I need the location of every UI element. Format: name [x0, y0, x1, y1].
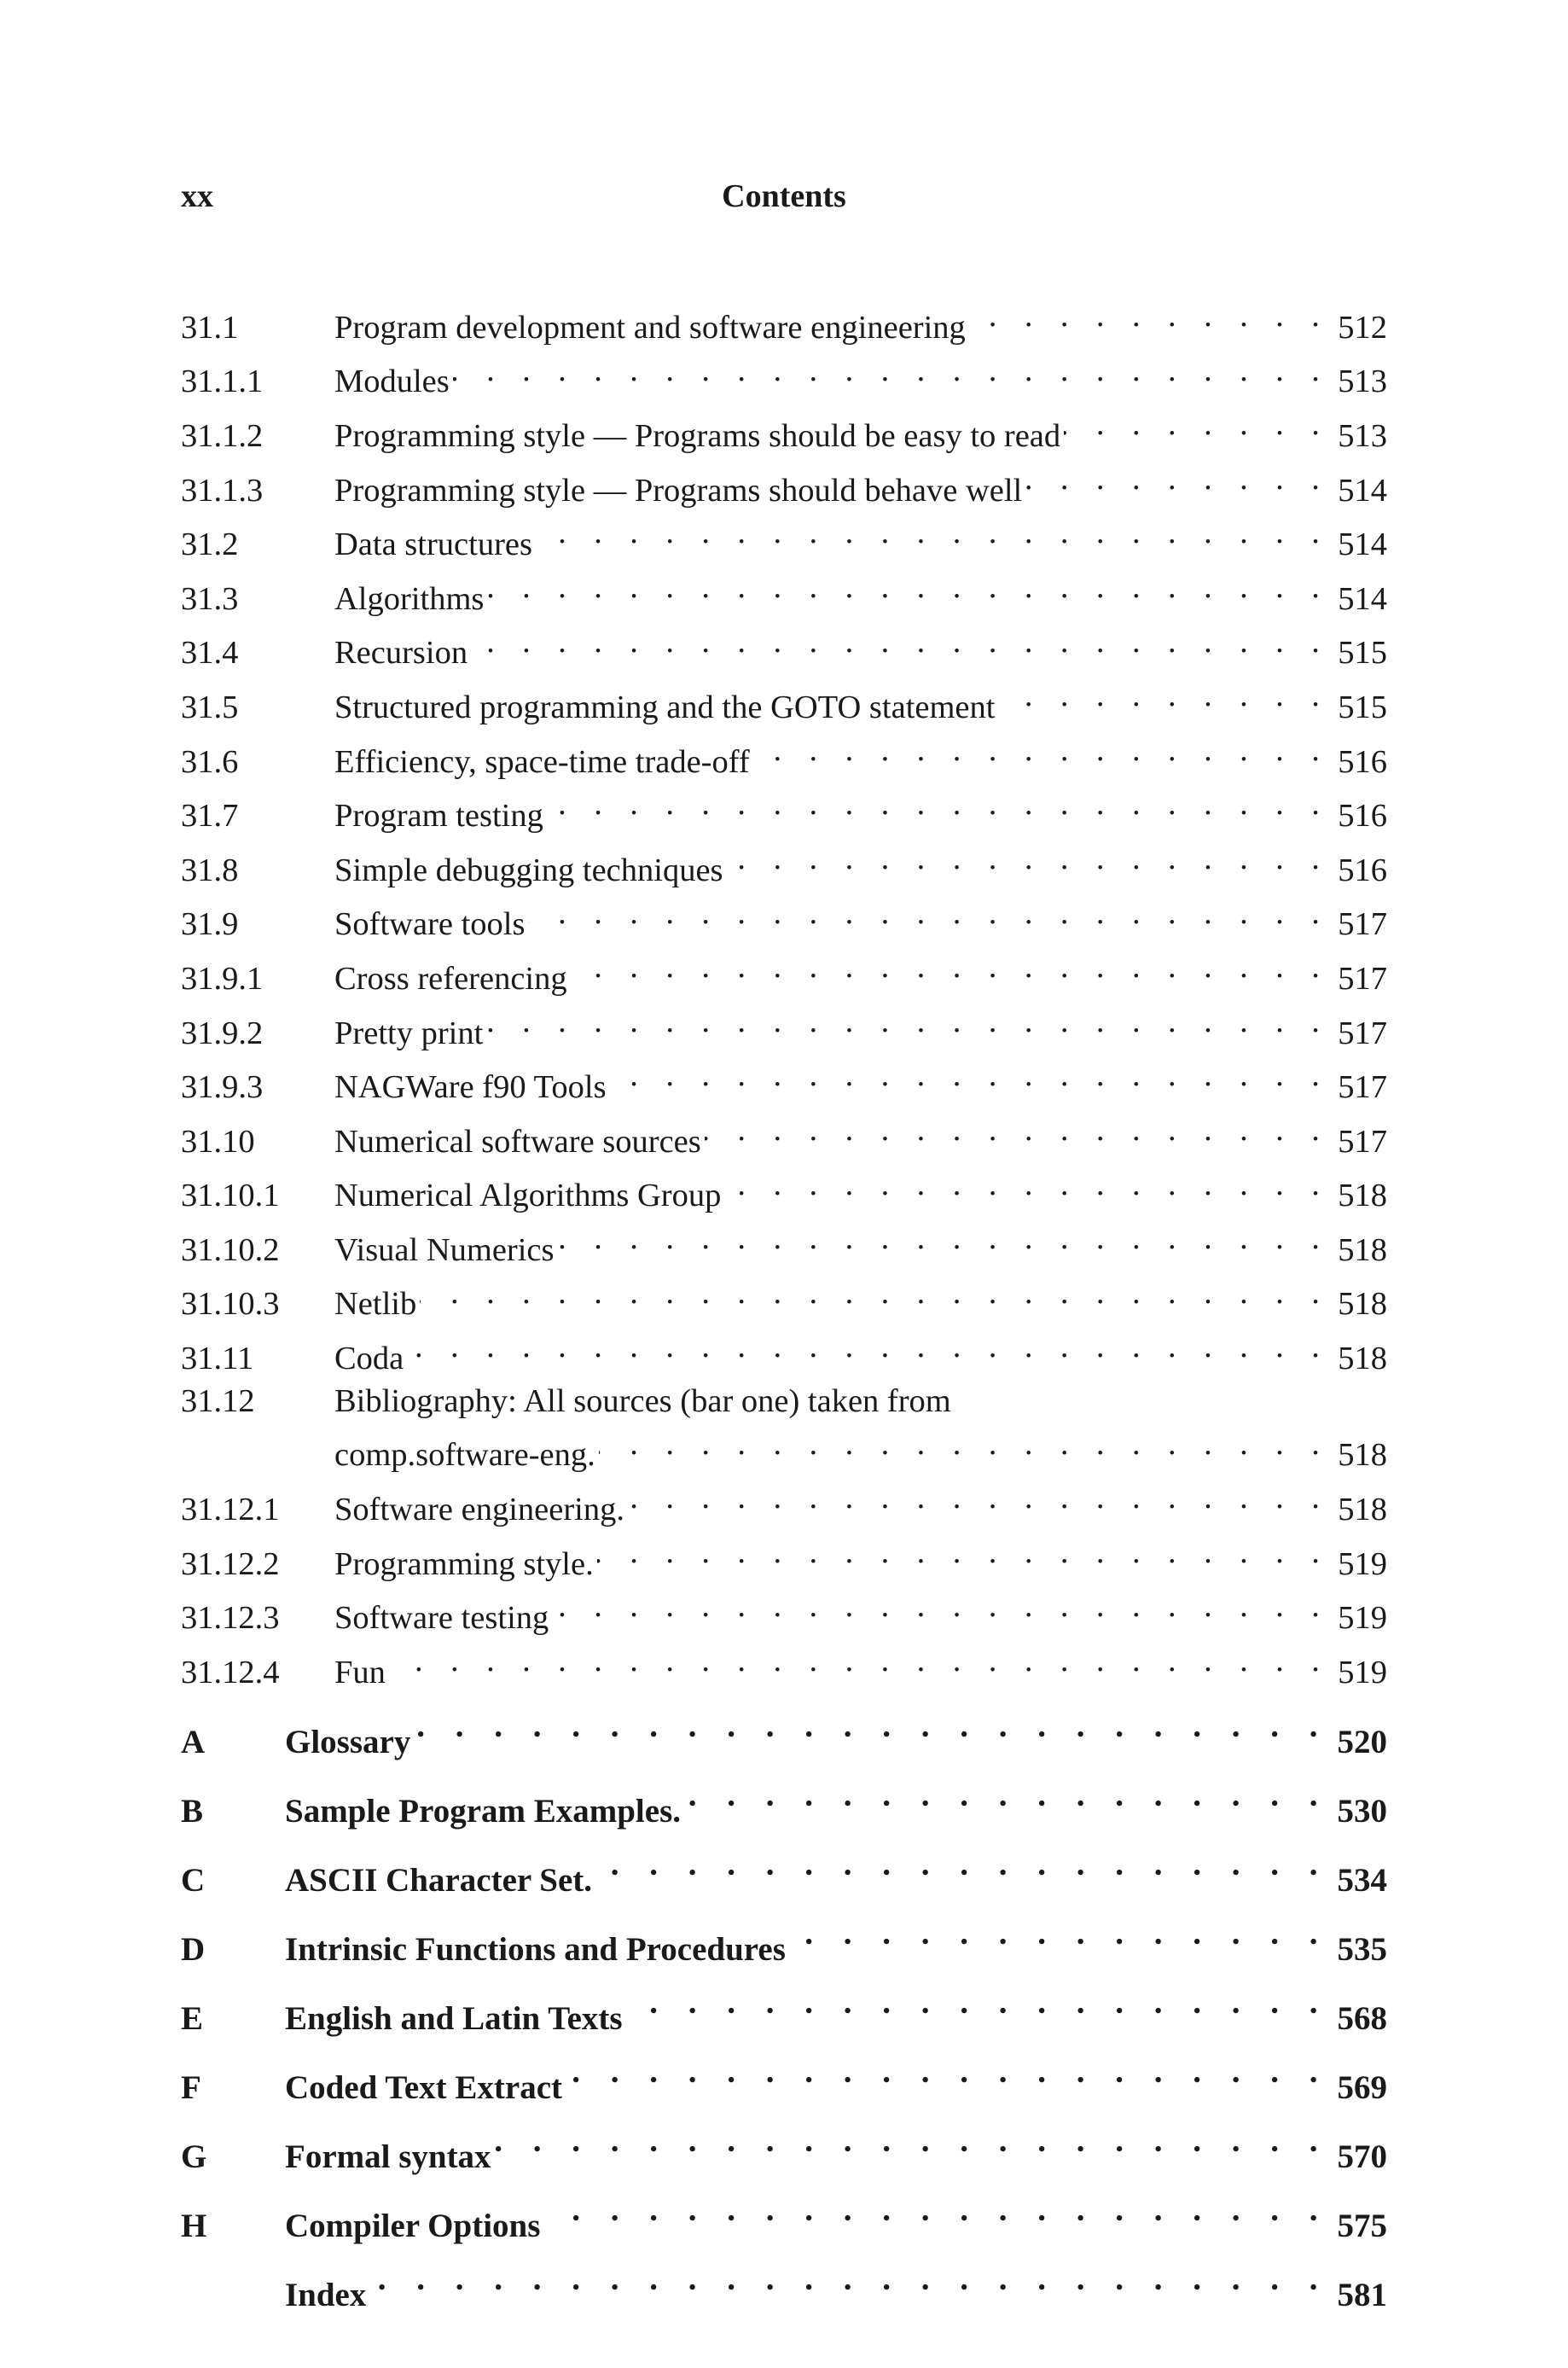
section-number: 31.10.2 [181, 1231, 280, 1268]
dot-leader [558, 1218, 1330, 1260]
page-ref: 518 [1338, 1437, 1387, 1474]
section-number: 31.7 [181, 798, 239, 835]
section-number: 31.9.3 [181, 1069, 264, 1106]
page-ref: 517 [1338, 1069, 1387, 1106]
page-ref: 516 [1338, 852, 1387, 888]
dot-leader [471, 621, 1329, 664]
section-number: 31.3 [181, 580, 239, 617]
section-number: 31.4 [181, 635, 239, 672]
page-ref: 514 [1338, 527, 1387, 563]
dot-leader [753, 730, 1330, 772]
section-number: 31.8 [181, 852, 239, 888]
section-number: 31.5 [181, 689, 239, 725]
toc-entry[interactable] [181, 1640, 1387, 1695]
page-ref: 518 [1338, 1286, 1387, 1323]
section-number: 31.9 [181, 906, 239, 943]
appendix-letter: D [181, 1930, 206, 1968]
toc-entry[interactable] [181, 1109, 1387, 1164]
page-ref: 581 [1337, 2276, 1387, 2313]
dot-leader [571, 946, 1330, 989]
section-number: 31.10.3 [181, 1286, 280, 1323]
section-number: 31.12.2 [181, 1545, 280, 1582]
section-title: Bibliography: All sources (bar one) taken from [334, 1382, 951, 1419]
section-number: 31.9.1 [181, 960, 264, 997]
appendix-entry-index[interactable] [181, 2253, 1387, 2322]
page-ref: 513 [1338, 417, 1387, 454]
page-ref: 516 [1338, 743, 1387, 780]
dot-leader [566, 2045, 1329, 2098]
page-ref: 516 [1338, 798, 1387, 835]
dot-leader [536, 512, 1329, 555]
toc-entry-continuation[interactable] [181, 1423, 1387, 1478]
appendix-letter: G [181, 2138, 207, 2175]
toc-entry[interactable] [181, 1218, 1387, 1272]
appendix-title: ASCII Character Set. [285, 1861, 592, 1899]
section-title: Recursion [334, 635, 468, 672]
appendix-title: Sample Program Examples. [285, 1792, 682, 1830]
dot-leader [597, 1532, 1330, 1574]
dot-leader [543, 2184, 1328, 2237]
appendix-title: Intrinsic Functions and Procedures [285, 1930, 786, 1968]
page-ref: 517 [1338, 1015, 1387, 1051]
appendix-entry[interactable] [181, 1769, 1387, 1838]
page-ref: 517 [1338, 960, 1387, 997]
toc-entry[interactable] [181, 675, 1387, 730]
dot-leader [599, 1423, 1330, 1466]
page-header [181, 177, 1387, 220]
section-title: Software engineering. [334, 1492, 624, 1528]
dot-leader [552, 1585, 1329, 1628]
dot-leader [727, 838, 1330, 881]
section-title: Programming style — Programs should behave well [334, 472, 1023, 509]
page-ref: 518 [1338, 1178, 1387, 1214]
section-title: Netlib [334, 1286, 417, 1323]
section-number: 31.12.1 [181, 1492, 280, 1528]
section-title: Software testing [334, 1600, 549, 1637]
section-title: Cross referencing [334, 960, 567, 997]
section-title: Data structures [334, 527, 532, 563]
page-ref: 570 [1337, 2138, 1387, 2175]
dot-leader [495, 2115, 1329, 2167]
appendix-letter: A [181, 1723, 206, 1760]
dot-leader [1025, 458, 1329, 501]
section-number: 31.10.1 [181, 1178, 280, 1214]
toc-entry[interactable] [181, 350, 1387, 404]
toc-entry[interactable] [181, 1381, 1387, 1423]
dot-leader [389, 1640, 1329, 1683]
dot-leader [969, 295, 1329, 338]
toc-entry[interactable] [181, 458, 1387, 513]
page-title: Contents [722, 178, 846, 214]
page-ref: 517 [1338, 906, 1387, 943]
toc-entry[interactable] [181, 946, 1387, 1001]
appendix-entry[interactable] [181, 2045, 1387, 2115]
appendix-letter: H [181, 2207, 207, 2244]
section-title: Program testing [334, 798, 543, 835]
section-title: Software tools [334, 906, 526, 943]
dot-leader [610, 1055, 1330, 1097]
page-ref: 535 [1337, 1930, 1387, 1968]
toc-entry[interactable] [181, 730, 1387, 784]
appendix-entry[interactable] [181, 1838, 1387, 1907]
section-number: 31.1.1 [181, 364, 264, 400]
dot-leader [684, 1769, 1328, 1822]
page-ref: 568 [1337, 1999, 1387, 2037]
toc-entry[interactable] [181, 1001, 1387, 1056]
appendix-title: Glossary [285, 1723, 411, 1760]
page-ref: 514 [1338, 580, 1387, 617]
toc-entry[interactable] [181, 783, 1387, 838]
appendix-entry[interactable] [181, 2184, 1387, 2253]
appendix-title: Formal syntax [285, 2138, 491, 2175]
section-title: Numerical software sources [334, 1123, 701, 1160]
page-ref: 569 [1337, 2068, 1387, 2106]
table-of-contents [181, 295, 1387, 2322]
page-ref: 575 [1337, 2207, 1387, 2244]
dot-leader [1064, 404, 1329, 446]
toc-entry[interactable] [181, 1532, 1387, 1586]
dot-leader [453, 350, 1330, 393]
section-title: Visual Numerics [334, 1231, 555, 1268]
section-title: Efficiency, space-time trade-off [334, 743, 750, 780]
page-ref: 518 [1338, 1492, 1387, 1528]
dot-leader [628, 1477, 1329, 1520]
section-number: 31.10 [181, 1123, 255, 1160]
section-title: Fun [334, 1654, 386, 1690]
section-title: Program development and software engineering [334, 309, 966, 346]
page-ref: 519 [1338, 1654, 1387, 1690]
toc-entry[interactable] [181, 1272, 1387, 1327]
section-title: NAGWare f90 Tools [334, 1069, 607, 1106]
appendix-title: Compiler Options [285, 2207, 541, 2244]
toc-entry[interactable] [181, 1164, 1387, 1219]
toc-entry[interactable] [181, 512, 1387, 567]
toc-entry[interactable] [181, 893, 1387, 947]
section-number: 31.12 [181, 1382, 255, 1419]
section-title: Algorithms [334, 580, 485, 617]
toc-entry[interactable] [181, 1326, 1387, 1381]
section-title: Structured programming and the GOTO statement [334, 689, 996, 725]
page-ref: 518 [1338, 1341, 1387, 1377]
section-number: 31.1.2 [181, 417, 264, 454]
page-ref: 519 [1338, 1600, 1387, 1637]
section-number: 31.12.4 [181, 1654, 280, 1690]
dot-leader [487, 567, 1329, 609]
appendix-title: Index [285, 2276, 367, 2313]
section-number: 31.9.2 [181, 1015, 264, 1051]
appendix-entry[interactable] [181, 1907, 1387, 1976]
appendix-title: Coded Text Extract [285, 2068, 562, 2106]
page-ref: 534 [1337, 1861, 1387, 1899]
toc-entry[interactable] [181, 838, 1387, 893]
dot-leader [626, 1976, 1329, 2029]
appendix-title: English and Latin Texts [285, 1999, 623, 2037]
appendix-letter: C [181, 1861, 206, 1899]
section-number: 31.11 [181, 1341, 254, 1377]
toc-entry[interactable] [181, 1477, 1387, 1532]
dot-leader [547, 783, 1329, 826]
appendix-list [181, 1700, 1387, 2322]
appendix-letter: F [181, 2068, 201, 2106]
page-ref: 514 [1338, 472, 1387, 509]
page-ref: 518 [1338, 1231, 1387, 1268]
appendix-entry[interactable] [181, 1976, 1387, 2045]
toc-entry[interactable] [181, 567, 1387, 621]
appendix-entry[interactable] [181, 2115, 1387, 2184]
dot-leader [998, 675, 1329, 718]
page-ref: 513 [1338, 364, 1387, 400]
dot-leader [420, 1272, 1329, 1315]
toc-entry[interactable] [181, 404, 1387, 458]
page-ref: 519 [1338, 1545, 1387, 1582]
section-number: 31.2 [181, 527, 239, 563]
appendix-entry[interactable] [181, 1700, 1387, 1769]
page-ref: 530 [1337, 1792, 1387, 1830]
page-ref: 515 [1338, 689, 1387, 725]
dot-leader [789, 1907, 1329, 1960]
dot-leader [414, 1700, 1328, 1753]
section-number: 31.6 [181, 743, 239, 780]
section-title: Numerical Algorithms Group [334, 1178, 722, 1214]
page-ref: 512 [1338, 309, 1387, 346]
dot-leader [407, 1326, 1329, 1369]
toc-entry[interactable] [181, 295, 1387, 350]
section-title-continuation: comp.software-eng. [334, 1437, 595, 1474]
dot-leader [595, 1838, 1329, 1891]
dot-leader [486, 1001, 1329, 1044]
appendix-letter: B [181, 1792, 204, 1830]
section-title: Pretty print [334, 1015, 484, 1051]
page-number: xx [181, 178, 213, 214]
section-title: Simple debugging techniques [334, 852, 723, 888]
dot-leader [369, 2253, 1328, 2306]
page-ref: 520 [1337, 1723, 1387, 1760]
toc-entry[interactable] [181, 621, 1387, 676]
section-title: Coda [334, 1341, 404, 1377]
section-title: Programming style. [334, 1545, 594, 1582]
toc-entry[interactable] [181, 1585, 1387, 1640]
appendix-letter: E [181, 1999, 204, 2037]
toc-entry[interactable] [181, 1055, 1387, 1109]
page-ref: 517 [1338, 1123, 1387, 1160]
section-title: Programming style — Programs should be easy to read [334, 417, 1061, 454]
section-title: Modules [334, 364, 450, 400]
section-number: 31.1.3 [181, 472, 264, 509]
page-ref: 515 [1338, 635, 1387, 672]
section-number: 31.1 [181, 309, 239, 346]
dot-leader [705, 1109, 1330, 1152]
dot-leader [724, 1164, 1329, 1207]
dot-leader [528, 893, 1329, 935]
section-number: 31.12.3 [181, 1600, 280, 1637]
